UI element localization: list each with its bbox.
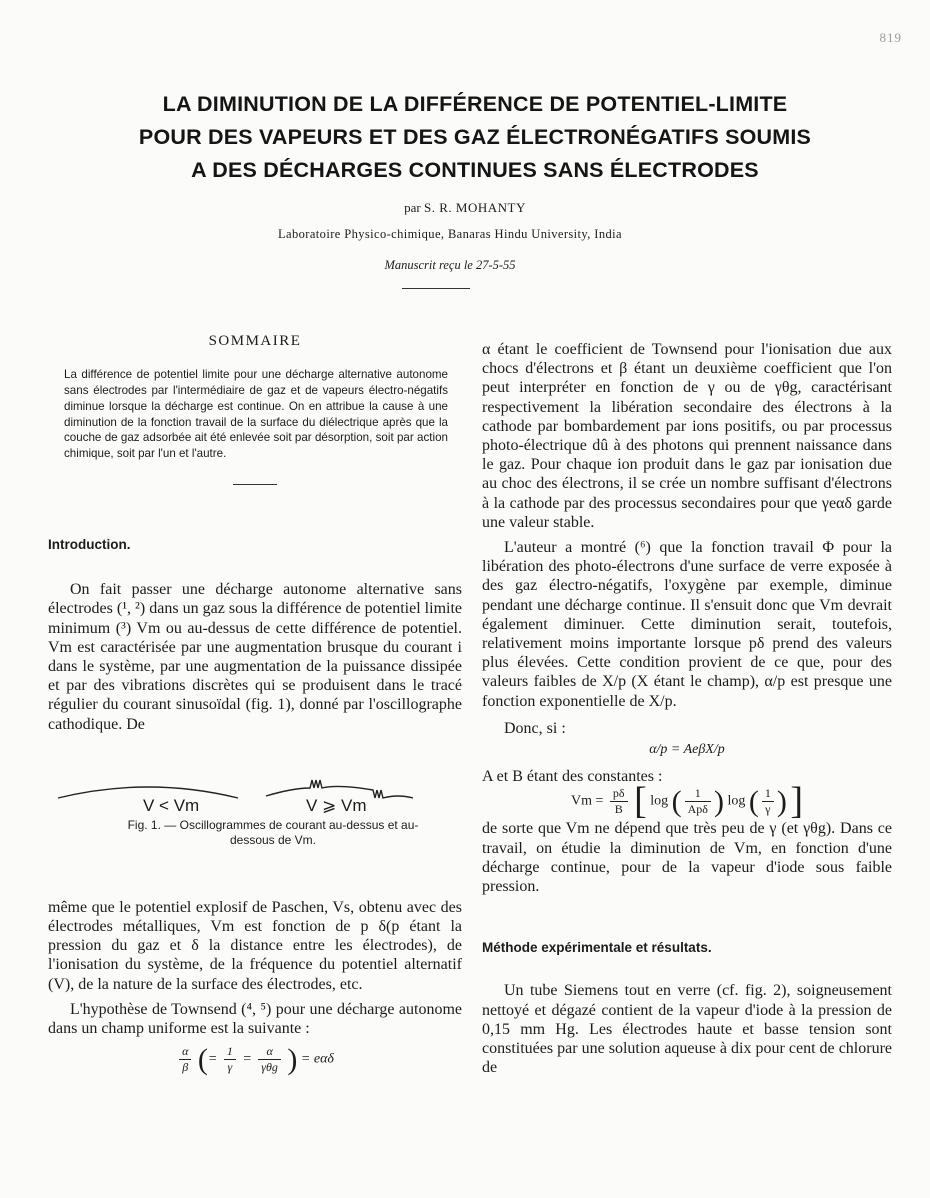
eq1-rhs-den: γθg — [261, 1060, 278, 1075]
right-paragraph-4: Un tube Siemens tout en verre (cf. fig. 2), soigneusement nettoyé et dégazé contient de la vapeur d'iode à la pression de 0,15 mm Hg. Les électrodes haute et basse tension sont constituées par une solution aqueuse à dix pour cent de chlorure de — [482, 982, 892, 1077]
eq3-one-b: 1 — [762, 786, 774, 802]
header-rule — [402, 288, 470, 289]
article-title — [60, 88, 890, 187]
eq1-rhs-num: α — [258, 1044, 281, 1060]
byline — [0, 200, 930, 216]
right-paragraph-1: α étant le coefficient de Townsend pour l'ionisation due aux chocs d'électrons et β étant un deuxième coefficient que l'on peut interpréter en fonction de γ ou de γθg, caractérisant respectivement la libération secondaire des électrons à la cathode par bombardement par ions positifs, ou par processus photo-électrique dû à des photons qui prennent naissance dans le gaz. Pour chaque ion produit dans le gaz par ionisation due au choc des électrons, il se crée un nombre suffisant d'électrons à la cathode par des processus secondaires pour que γeαδ garde une valeur stable. — [482, 341, 892, 531]
eq1-one: 1 — [224, 1044, 236, 1060]
affiliation: Laboratoire Physico-chimique, Banaras Hindu University, India — [278, 227, 622, 241]
equation-2: α/p = AeβX/p — [649, 742, 725, 758]
author-prefix: par — [404, 200, 421, 215]
right-paragraph-2: L'auteur a montré (⁶) que la fonction travail Φ pour la libération des photo-électrons d'une surface de verre exposée à des gaz électro-négatifs, l'oxygène par exemple, diminue pendant une décharge continue. Il s'ensuit donc que Vm devrait également diminuer. Cette diminution serait, toutefois, relativement moins importante lorsque pδ prend des valeurs plus élevées. Cette condition provient de ce que, pour des valeurs faibles de X/p (X étant le champ), α/p est presque une fonction exponentielle de X/p. — [482, 539, 892, 710]
figure-caption: Fig. 1. — Oscillogrammes de courant au-dessus et au-dessous de Vm. — [127, 817, 419, 848]
eq1-gamma: γ — [227, 1060, 233, 1075]
eq1-alpha: α — [179, 1044, 191, 1060]
donc-line: Donc, si : — [504, 719, 566, 737]
eq3-b: B — [614, 802, 623, 817]
intro-paragraph-1: On fait passer une décharge autonome alternative sans électrodes (¹, ²) dans un gaz sous la différence de potentiel limite minimum (³) Vm ou au-dessus de cette différence de potentiel. Vm est caractérisée par une augmentation brusque du courant i dans le système, par une augmentation de la puissance dissipée et par des vibrations discrètes qui se produisent dans le tracé régulier du courant sinusoïdal (fig. 1), donné par l'oscillographe cathodique. De — [48, 581, 462, 733]
right-paragraph-3: de sorte que Vm ne dépend que très peu de γ (et γθg). Dans ce travail, on étudie la diminution de Vm, en fonction d'une décharge continue, pour de la vapeur d'iode sous faible pression. — [482, 820, 892, 896]
eq3-log2: log — [727, 794, 746, 810]
eq3-lhs: Vm = — [571, 794, 604, 810]
figure-label-right: V ⩾ Vm — [306, 795, 367, 815]
received-date: Manuscrit reçu le 27-5-55 — [384, 258, 516, 272]
method-heading: Méthode expérimentale et résultats. — [482, 940, 712, 956]
figure-1 — [48, 748, 462, 868]
right-column — [482, 340, 892, 1078]
sommaire-heading: SOMMAIRE — [208, 333, 302, 349]
sommaire-text: La différence de potentiel limite pour une décharge alternative autonome sans électrodes par l'intermédiaire de gaz et de vapeurs électro-négatifs diminue lorsque la décharge est continue. On en attribue la cause à une diminution de la fonction travail de la surface du diélectrique après que la couche de gaz adsorbée ait été enlevée soit par désorption, soit par action chimique, soit par l'un et l'autre. — [64, 368, 448, 461]
author-name: S. R. MOHANTY — [424, 200, 526, 215]
eq3-log1: log — [650, 794, 669, 810]
equation-3: Vm = $\frac{p\delta}{B}$ [ log ( $\frac{1}{\text{Apδ}}$ ) log ( $\frac{1}{\gamma}$ ) ] — [571, 780, 803, 823]
title-line-1: LA DIMINUTION DE LA DIFFÉRENCE DE POTENTIEL-LIMITE — [162, 92, 788, 116]
title-line-3: A DES DÉCHARGES CONTINUES SANS ÉLECTRODES — [191, 158, 759, 182]
left-column — [48, 332, 462, 1075]
title-line-2: POUR DES VAPEURS ET DES GAZ ÉLECTRONÉGATIFS SOUMIS — [138, 125, 812, 149]
intro-heading: Introduction. — [48, 536, 131, 552]
oscillogram-traces — [48, 748, 462, 808]
figure-label-left: V < Vm — [143, 795, 200, 815]
eq3-one-a: 1 — [685, 786, 711, 802]
intro-paragraph-3: L'hypothèse de Townsend (⁴, ⁵) pour une décharge autonome dans un champ uniforme est la suivante : — [48, 1000, 462, 1038]
eq1-beta: β — [182, 1060, 189, 1075]
eq3-apd: Apδ — [687, 802, 708, 817]
page-number: 819 — [879, 30, 902, 45]
constants-line: A et B étant des constantes : — [482, 768, 663, 786]
eq1-result: eαδ — [313, 1051, 334, 1067]
eq3-gamma: γ — [765, 802, 771, 817]
sommaire-rule — [233, 484, 277, 485]
eq3-pd: pδ — [610, 786, 628, 802]
equation-townsend: $\frac{\alpha}{\beta}$ (= $\frac{1}{\gamma}$ = $\frac{\alpha}{\text{γθg}}$ ) = eαδ — [48, 1044, 462, 1075]
intro-paragraph-2: même que le potentiel explosif de Paschen, Vs, obtenu avec des électrodes métalliques, Vm est fonction de p δ(p étant la pression du gaz et δ la distance entre les électrodes), de l'ionisation du système, de la fréquence du potentiel alternatif (V), de la nature de la surface des électrodes, etc. — [48, 898, 462, 993]
